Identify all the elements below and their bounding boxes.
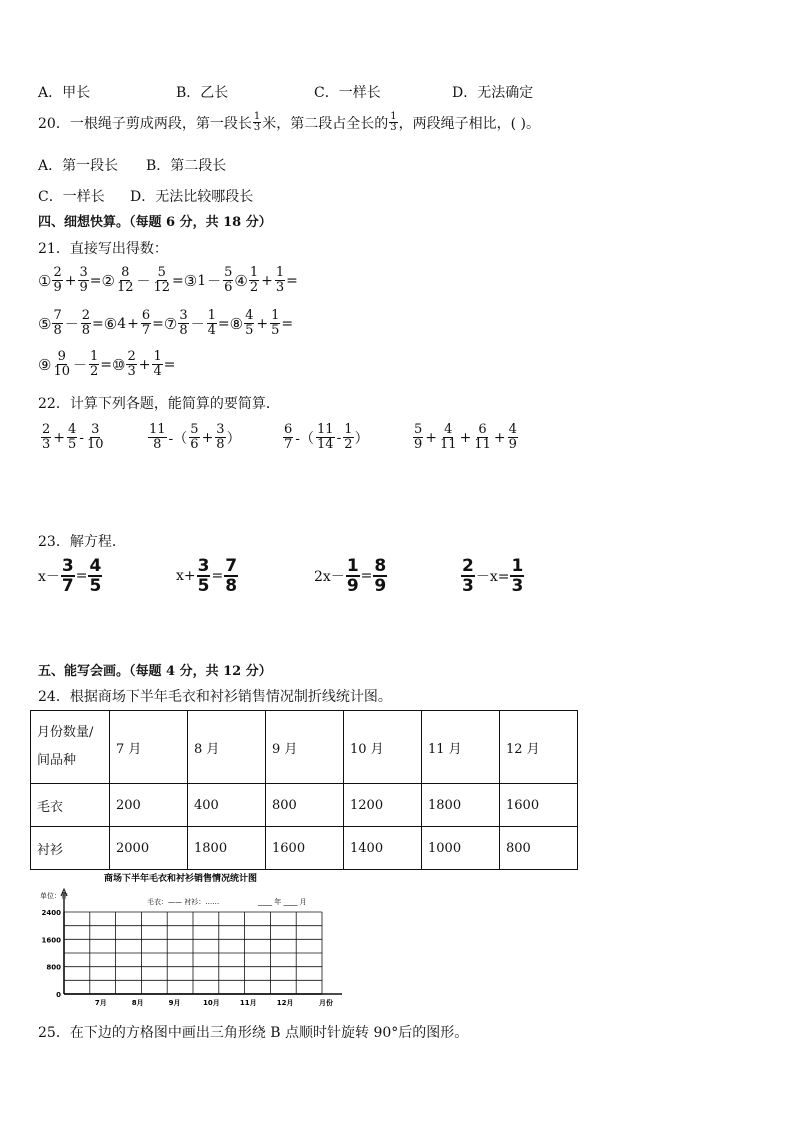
q22-e4-f2: $\frac{4}{11}$ (440, 422, 457, 452)
q21-item-8-mark: ⑧ (229, 314, 244, 333)
q19-option-d: D．无法确定 (452, 85, 534, 101)
q19-option-b: B．乙长 (176, 85, 229, 101)
month-header: 8 月 (188, 711, 266, 784)
chart-x-tick-label: 7月 (94, 999, 107, 1007)
q20-mid: 米，第二段占全长的 (262, 115, 389, 132)
table-header-row (31, 711, 578, 784)
q22-e4-f4: $\frac{4}{9}$ (508, 422, 517, 452)
q22-expr-2 (147, 423, 241, 452)
q21-item-3-whole: 1 (197, 272, 207, 289)
q21-item-4-b: $\frac{1}{3}$ (275, 265, 285, 295)
chart-x-tick-label: 12月 (276, 999, 294, 1007)
q22-e3-f1: $\frac{6}{7}$ (284, 422, 293, 452)
q21-item-9-b: $\frac{1}{2}$ (90, 349, 99, 379)
q21-item-4-a: $\frac{1}{2}$ (249, 265, 259, 295)
q20-suffix: ，两段绳子相比，( )。 (398, 115, 540, 132)
chart-y-tick-label: 0 (56, 991, 61, 999)
q23-title: 23．解方程． (38, 534, 126, 550)
q21-item-10-op: + (138, 356, 151, 373)
q23-e1-pre: x－ (38, 569, 60, 585)
q21-item-4-op: + (261, 272, 273, 289)
q20-question (38, 112, 540, 133)
q20-option-b: B．第二段长 (146, 158, 227, 174)
q21-item-9-op: － (73, 357, 87, 374)
chart-unit-label: 单位：件 (40, 892, 68, 900)
chart-x-tick-label: 8月 (131, 999, 144, 1007)
q21-item-2-eq: = (172, 272, 184, 289)
q19-option-c: C．一样长 (314, 85, 381, 101)
q22-e1-f3: $\frac{3}{10}$ (87, 422, 104, 452)
q23-e3-f2: $\frac{8}{9}$ (374, 556, 387, 596)
q21-item-10-a: $\frac{2}{3}$ (127, 349, 136, 379)
q20-option-c: C．一样长 (38, 189, 105, 205)
month-header: 7 月 (110, 711, 188, 784)
q21-item-10-mark: ⑩ (112, 355, 126, 374)
table-row (31, 827, 578, 870)
q21-item-1-b: $\frac{3}{9}$ (79, 265, 88, 295)
q23-e1-f2: $\frac{4}{5}$ (89, 556, 102, 596)
q22-e4-f3: $\frac{6}{11}$ (474, 422, 491, 452)
q22-e3-f3: $\frac{1}{2}$ (344, 422, 353, 452)
q21-item-7-eq: = (217, 315, 230, 332)
chart-y-tick-label: 2400 (41, 909, 61, 917)
q23-e3-pre: 2x－ (314, 569, 345, 585)
q21-item-2-op: － (136, 273, 151, 290)
q22-e3-close: ） (354, 430, 369, 447)
table-corner-cell (31, 711, 110, 784)
month-header: 11 月 (422, 711, 500, 784)
q22-expr-3 (282, 423, 369, 452)
q21-item-6-b: $\frac{6}{7}$ (141, 308, 151, 338)
chart-y-tick-label: 800 (46, 963, 61, 972)
table-cell: 400 (188, 784, 266, 827)
q21-item-8-a: $\frac{4}{5}$ (245, 308, 254, 338)
q21-item-8-eq: = (281, 315, 294, 332)
q23-e4-mid: －x= (475, 569, 510, 585)
q21-item-6-mark: ⑥ (103, 314, 118, 333)
q21-item-5-mark: ⑤ (38, 314, 52, 333)
table-row (31, 784, 578, 827)
q21-item-1-eq: = (89, 272, 102, 289)
table-cell: 800 (500, 827, 578, 870)
sales-table (30, 710, 578, 870)
q21-title: 21．直接写出得数： (38, 241, 168, 257)
q23-e3-f1: $\frac{1}{9}$ (346, 556, 359, 596)
q21-item-7-op: － (190, 316, 205, 333)
q21-item-2-b: $\frac{5}{12}$ (153, 265, 171, 295)
q23-eq-2 (176, 557, 239, 595)
q22-e3-f2: $\frac{11}{14}$ (317, 422, 334, 452)
table-cell: 1600 (266, 827, 344, 870)
q20-fraction-2: $\frac{1}{3}$ (390, 111, 397, 133)
q23-eq-3 (314, 557, 388, 595)
q21-item-1-a: $\frac{2}{9}$ (53, 265, 62, 295)
q21-item-8-b: $\frac{1}{5}$ (271, 308, 280, 338)
q21-item-5-b: $\frac{2}{8}$ (81, 308, 91, 338)
q23-e2-f1: $\frac{3}{5}$ (197, 556, 210, 596)
q19-option-a: A．甲长 (38, 85, 91, 101)
q23-eq-1 (38, 557, 103, 595)
q21-item-9-eq: = (100, 356, 113, 373)
q24-title: 24．根据商场下半年毛衣和衬衫销售情况制折线统计图。 (38, 689, 392, 705)
table-cell: 800 (266, 784, 344, 827)
chart-x-tick-label: 11月 (239, 999, 257, 1007)
table-cell: 1000 (422, 827, 500, 870)
q23-e1-eq: = (75, 568, 88, 584)
q21-item-5-a: $\frac{7}{8}$ (53, 308, 62, 338)
q23-e4-f2: $\frac{1}{3}$ (511, 556, 524, 596)
q25-title: 25．在下边的方格图中画出三角形绕 B 点顺时针旋转 90°后的图形。 (38, 1025, 469, 1041)
q22-e2-close: ） (226, 430, 241, 447)
q21-item-6-whole: 4 (117, 315, 127, 332)
q22-e2-op1: -（ (168, 430, 188, 447)
row-label: 毛衣 (31, 784, 110, 827)
q22-e2-f1: $\frac{11}{8}$ (149, 422, 166, 452)
chart-title: 商场下半年毛衣和衬衫销售情况统计图 (104, 874, 258, 884)
chart-legend: 毛衣：—— 衬衫：…… (147, 898, 220, 906)
q21-row-1 (38, 266, 298, 295)
q21-item-2-a: $\frac{8}{12}$ (116, 265, 134, 295)
q21-item-4-eq: = (286, 272, 298, 289)
q22-title: 22．计算下列各题，能简算的要简算． (38, 396, 280, 412)
q21-item-1-mark: ① (38, 271, 52, 290)
section4-title: 四、细想快算。（每题 6 分，共 18 分） (38, 215, 272, 230)
q20-fraction-1: $\frac{1}{3}$ (253, 111, 261, 133)
line-chart-grid (32, 868, 352, 1008)
q21-item-10-b: $\frac{1}{4}$ (153, 349, 162, 379)
q21-row-2 (38, 309, 293, 338)
table-cell: 1400 (344, 827, 422, 870)
table-cell: 1800 (422, 784, 500, 827)
q23-eq-4 (460, 557, 525, 595)
q21-item-2-mark: ② (101, 271, 115, 290)
month-header: 9 月 (266, 711, 344, 784)
q22-e1-f1: $\frac{2}{3}$ (42, 422, 51, 452)
q21-item-8-op: + (256, 315, 269, 332)
q23-e1-f1: $\frac{3}{7}$ (61, 556, 74, 596)
q22-e4-f1: $\frac{5}{9}$ (414, 422, 423, 452)
q21-item-6-eq: = (152, 315, 164, 332)
q21-item-5-op: － (64, 316, 79, 333)
q22-e2-op2: + (201, 429, 214, 446)
q21-item-7-b: $\frac{1}{4}$ (207, 308, 216, 338)
q22-expr-1 (40, 423, 106, 452)
corner-line-1: 月份数量/ (37, 725, 94, 740)
month-header: 12 月 (500, 711, 578, 784)
table-cell: 1800 (188, 827, 266, 870)
q20-prefix: 20．一根绳子剪成两段，第一段长 (38, 115, 252, 132)
chart-y-ticks (42, 909, 62, 999)
q22-e4-op1: + (425, 429, 438, 446)
table-cell: 1600 (500, 784, 578, 827)
q21-item-9-mark: ⑨ (38, 355, 52, 374)
corner-line-2: 间品种 (37, 753, 77, 768)
chart-date-blank: ____ 年 ____ 月 (258, 898, 307, 906)
q23-e3-eq: = (360, 568, 373, 584)
chart-x-ticks (95, 998, 333, 1007)
table-cell: 2000 (110, 827, 188, 870)
q22-e2-f3: $\frac{3}{8}$ (216, 422, 225, 452)
q22-e4-op2: + (459, 429, 472, 446)
q21-item-1-op: + (64, 272, 77, 289)
q21-item-7-mark: ⑦ (163, 314, 178, 333)
section5-title: 五、能写会画。（每题 4 分，共 12 分） (38, 664, 272, 679)
q22-e1-op1: + (53, 429, 66, 446)
chart-x-tick-label: 10月 (203, 999, 220, 1007)
q23-e2-f2: $\frac{7}{8}$ (225, 556, 238, 596)
q20-option-a: A．第一段长 (38, 158, 119, 174)
q21-item-3-b: $\frac{5}{6}$ (224, 265, 233, 295)
q21-item-5-eq: = (92, 315, 104, 332)
month-header: 10 月 (344, 711, 422, 784)
q21-item-7-a: $\frac{3}{8}$ (179, 308, 188, 338)
chart-y-tick-label: 1600 (41, 936, 61, 945)
q22-e2-f2: $\frac{5}{6}$ (190, 422, 199, 452)
q22-e3-op1: -（ (295, 430, 315, 447)
q21-item-10-eq: = (163, 356, 176, 373)
q21-item-3-mark: ③ (183, 271, 198, 290)
chart-x-axis-label: 月份 (319, 999, 333, 1007)
q22-e1-op2: - (79, 429, 85, 446)
chart-x-tick-label: 9月 (168, 999, 181, 1007)
q21-item-9-a: $\frac{9}{10}$ (53, 349, 70, 379)
q22-e3-op2: - (336, 429, 342, 446)
q21-item-4-mark: ④ (234, 271, 248, 290)
q23-e2-pre: x+ (176, 568, 196, 584)
q23-e4-f1: $\frac{2}{3}$ (462, 556, 474, 596)
row-label: 衬衫 (31, 827, 110, 870)
q21-item-6-op: + (127, 315, 139, 332)
q22-e4-op3: + (493, 429, 506, 446)
table-cell: 1200 (344, 784, 422, 827)
q20-option-d: D．无法比较哪段长 (130, 189, 254, 205)
q23-e2-eq: = (211, 568, 224, 584)
q22-expr-4 (412, 423, 519, 452)
table-cell: 200 (110, 784, 188, 827)
q21-item-3-op: － (207, 273, 222, 290)
q22-e1-f2: $\frac{4}{5}$ (68, 422, 77, 452)
q21-row-3 (38, 350, 176, 379)
